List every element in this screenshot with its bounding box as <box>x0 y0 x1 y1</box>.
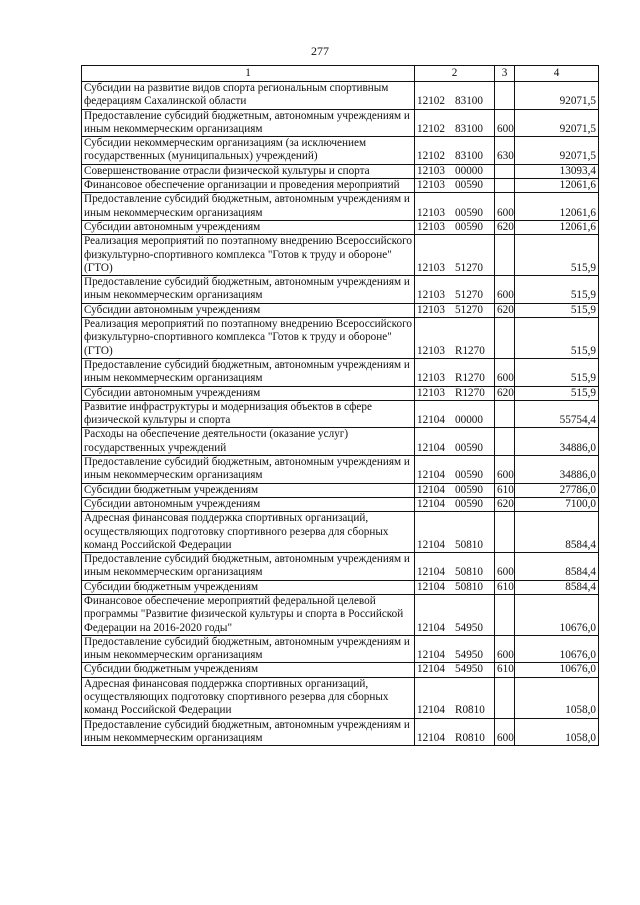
column-header-name: 1 <box>82 66 415 82</box>
row-sum-cell: 515,9 <box>515 386 599 400</box>
code-part-1: 12104 <box>417 469 445 482</box>
row-name-cell: Предоставление субсидий бюджетным, автономным учреждениям и иным некоммерческим организациям <box>82 358 415 386</box>
code-part-1: 12102 <box>417 95 445 108</box>
code-part-1: 12104 <box>417 649 445 662</box>
row-code-cell <box>415 428 495 456</box>
row-name-cell: Субсидии бюджетным учреждениям <box>82 483 415 497</box>
row-name-cell: Предоставление субсидий бюджетным, автономным учреждениям и иным некоммерческим организациям <box>82 193 415 221</box>
code-part-2: 00000 <box>455 414 483 427</box>
table-row <box>82 137 599 165</box>
row-code-cell <box>415 400 495 428</box>
row-expense-type-cell <box>495 594 515 635</box>
row-code-cell <box>415 497 495 511</box>
row-name-cell: Предоставление субсидий бюджетным, автономным учреждениям и иным некоммерческим организациям <box>82 456 415 484</box>
table-row <box>82 164 599 178</box>
row-name-cell: Адресная финансовая поддержка спортивных организаций, осуществляющих подготовку спортивного резерва для сборных команд Российской Федерации <box>82 677 415 718</box>
row-sum-cell: 10676,0 <box>515 635 599 663</box>
row-sum-cell: 8584,4 <box>515 580 599 594</box>
code-part-2: R0810 <box>455 731 485 744</box>
page-number: 277 <box>311 44 329 58</box>
table-header-row <box>82 66 599 82</box>
code-part-1: 12103 <box>417 206 445 219</box>
row-code-cell <box>415 318 495 359</box>
code-part-1: 12104 <box>417 414 445 427</box>
row-name-cell: Предоставление субсидий бюджетным, автономным учреждениям и иным некоммерческим организациям <box>82 553 415 581</box>
table-row <box>82 497 599 511</box>
row-code-cell <box>415 594 495 635</box>
row-expense-type-cell: 600 <box>495 193 515 221</box>
code-part-2: 54950 <box>455 621 483 634</box>
row-expense-type-cell <box>495 82 515 110</box>
code-part-1: 12103 <box>417 372 445 385</box>
row-expense-type-cell <box>495 235 515 276</box>
row-code-cell <box>415 303 495 317</box>
row-code-cell <box>415 635 495 663</box>
row-name-cell: Финансовое обеспечение мероприятий федеральной целевой программы "Развитие физической культуры и спорта в Российской Федерации на 2016-2020 годы" <box>82 594 415 635</box>
code-part-1: 12104 <box>417 497 445 510</box>
code-part-1: 12103 <box>417 386 445 399</box>
row-expense-type-cell: 600 <box>495 635 515 663</box>
row-sum-cell: 10676,0 <box>515 663 599 677</box>
row-name-cell: Субсидии автономным учреждениям <box>82 497 415 511</box>
row-expense-type-cell: 600 <box>495 456 515 484</box>
table-row <box>82 456 599 484</box>
row-sum-cell: 92071,5 <box>515 82 599 110</box>
table-row <box>82 663 599 677</box>
row-sum-cell: 12061,6 <box>515 220 599 234</box>
row-expense-type-cell: 600 <box>495 553 515 581</box>
row-name-cell: Предоставление субсидий бюджетным, автономным учреждениям и иным некоммерческим организациям <box>82 635 415 663</box>
code-part-1: 12103 <box>417 344 445 357</box>
table-row <box>82 400 599 428</box>
row-name-cell: Реализация мероприятий по поэтапному внедрению Всероссийского физкультурно-спортивного комплекса "Готов к труду и обороне" (ГТО) <box>82 235 415 276</box>
column-header-sum: 4 <box>515 66 599 82</box>
row-name-cell: Субсидии автономным учреждениям <box>82 386 415 400</box>
code-part-2: 51270 <box>455 289 483 302</box>
row-code-cell <box>415 677 495 718</box>
table-row <box>82 483 599 497</box>
row-code-cell <box>415 220 495 234</box>
table-row <box>82 358 599 386</box>
row-sum-cell: 8584,4 <box>515 553 599 581</box>
row-expense-type-cell: 620 <box>495 303 515 317</box>
row-name-cell: Предоставление субсидий бюджетным, автономным учреждениям и иным некоммерческим организациям <box>82 276 415 304</box>
row-code-cell <box>415 193 495 221</box>
table-row <box>82 580 599 594</box>
code-part-1: 12103 <box>417 303 445 316</box>
row-sum-cell: 515,9 <box>515 303 599 317</box>
row-name-cell: Предоставление субсидий бюджетным, автономным учреждениям и иным некоммерческим организациям <box>82 109 415 137</box>
row-name-cell: Адресная финансовая поддержка спортивных организаций, осуществляющих подготовку спортивного резерва для сборных команд Российской Федерации <box>82 512 415 553</box>
code-part-1: 12104 <box>417 538 445 551</box>
code-part-1: 12103 <box>417 261 445 274</box>
row-name-cell: Субсидии автономным учреждениям <box>82 220 415 234</box>
row-sum-cell: 92071,5 <box>515 109 599 137</box>
code-part-1: 12104 <box>417 580 445 593</box>
row-expense-type-cell: 630 <box>495 137 515 165</box>
row-sum-cell: 34886,0 <box>515 428 599 456</box>
code-part-2: 00590 <box>455 220 483 233</box>
row-code-cell <box>415 137 495 165</box>
table-row <box>82 303 599 317</box>
code-part-2: 51270 <box>455 261 483 274</box>
row-name-cell: Предоставление субсидий бюджетным, автономным учреждениям и иным некоммерческим организациям <box>82 718 415 746</box>
row-expense-type-cell <box>495 164 515 178</box>
code-part-2: R0810 <box>455 704 485 717</box>
table-row <box>82 220 599 234</box>
row-expense-type-cell <box>495 179 515 193</box>
row-expense-type-cell: 610 <box>495 483 515 497</box>
row-sum-cell: 515,9 <box>515 358 599 386</box>
code-part-2: 83100 <box>455 150 483 163</box>
code-part-2: R1270 <box>455 386 485 399</box>
row-expense-type-cell: 620 <box>495 220 515 234</box>
budget-table <box>81 65 599 746</box>
code-part-1: 12103 <box>417 164 445 177</box>
row-code-cell <box>415 512 495 553</box>
row-sum-cell: 515,9 <box>515 318 599 359</box>
code-part-1: 12102 <box>417 150 445 163</box>
code-part-2: 00590 <box>455 497 483 510</box>
row-sum-cell: 8584,4 <box>515 512 599 553</box>
row-sum-cell: 13093,4 <box>515 164 599 178</box>
row-code-cell <box>415 580 495 594</box>
row-sum-cell: 34886,0 <box>515 456 599 484</box>
code-part-2: 50810 <box>455 538 483 551</box>
row-sum-cell: 1058,0 <box>515 718 599 746</box>
row-expense-type-cell: 620 <box>495 497 515 511</box>
row-code-cell <box>415 718 495 746</box>
row-code-cell <box>415 358 495 386</box>
row-name-cell: Субсидии некоммерческим организациям (за исключением государственных (муниципальных) учреждений) <box>82 137 415 165</box>
code-part-1: 12104 <box>417 663 445 676</box>
row-expense-type-cell <box>495 400 515 428</box>
row-name-cell: Реализация мероприятий по поэтапному внедрению Всероссийского физкультурно-спортивного комплекса "Готов к труду и обороне" (ГТО) <box>82 318 415 359</box>
code-part-2: 50810 <box>455 566 483 579</box>
code-part-1: 12104 <box>417 704 445 717</box>
code-part-2: 83100 <box>455 122 483 135</box>
row-code-cell <box>415 276 495 304</box>
row-expense-type-cell: 610 <box>495 663 515 677</box>
row-expense-type-cell: 610 <box>495 580 515 594</box>
table-row <box>82 428 599 456</box>
code-part-2: 00590 <box>455 469 483 482</box>
table-body <box>82 82 599 746</box>
column-header-code: 2 <box>415 66 495 82</box>
row-sum-cell: 12061,6 <box>515 179 599 193</box>
code-part-1: 12102 <box>417 122 445 135</box>
row-expense-type-cell: 600 <box>495 358 515 386</box>
row-sum-cell: 12061,6 <box>515 193 599 221</box>
table-row <box>82 193 599 221</box>
table-row <box>82 179 599 193</box>
code-part-2: R1270 <box>455 372 485 385</box>
table-row <box>82 109 599 137</box>
code-part-2: R1270 <box>455 344 485 357</box>
row-expense-type-cell <box>495 428 515 456</box>
row-name-cell: Расходы на обеспечение деятельности (оказание услуг) государственных учреждений <box>82 428 415 456</box>
code-part-1: 12104 <box>417 483 445 496</box>
row-sum-cell: 27786,0 <box>515 483 599 497</box>
code-part-1: 12104 <box>417 731 445 744</box>
row-code-cell <box>415 386 495 400</box>
code-part-1: 12104 <box>417 621 445 634</box>
code-part-2: 54950 <box>455 649 483 662</box>
row-name-cell: Субсидии бюджетным учреждениям <box>82 663 415 677</box>
code-part-2: 00590 <box>455 179 483 192</box>
code-part-2: 50810 <box>455 580 483 593</box>
row-code-cell <box>415 456 495 484</box>
row-code-cell <box>415 164 495 178</box>
row-code-cell <box>415 235 495 276</box>
row-sum-cell: 92071,5 <box>515 137 599 165</box>
row-expense-type-cell <box>495 677 515 718</box>
column-header-expense-type: 3 <box>495 66 515 82</box>
row-sum-cell: 1058,0 <box>515 677 599 718</box>
code-part-1: 12103 <box>417 289 445 302</box>
table-row <box>82 594 599 635</box>
row-sum-cell: 515,9 <box>515 235 599 276</box>
row-name-cell: Субсидии бюджетным учреждениям <box>82 580 415 594</box>
row-name-cell: Субсидии на развитие видов спорта региональным спортивным федерациям Сахалинской области <box>82 82 415 110</box>
code-part-1: 12104 <box>417 566 445 579</box>
row-name-cell: Субсидии автономным учреждениям <box>82 303 415 317</box>
row-code-cell <box>415 179 495 193</box>
code-part-2: 00590 <box>455 441 483 454</box>
code-part-2: 51270 <box>455 303 483 316</box>
code-part-2: 00000 <box>455 164 483 177</box>
code-part-1: 12104 <box>417 441 445 454</box>
table-row <box>82 635 599 663</box>
code-part-1: 12103 <box>417 179 445 192</box>
table-row <box>82 82 599 110</box>
row-expense-type-cell: 600 <box>495 276 515 304</box>
code-part-2: 83100 <box>455 95 483 108</box>
row-name-cell: Совершенствование отрасли физической культуры и спорта <box>82 164 415 178</box>
code-part-2: 00590 <box>455 206 483 219</box>
row-expense-type-cell: 600 <box>495 109 515 137</box>
table-row <box>82 386 599 400</box>
row-code-cell <box>415 82 495 110</box>
row-sum-cell: 7100,0 <box>515 497 599 511</box>
row-expense-type-cell <box>495 318 515 359</box>
table-row <box>82 235 599 276</box>
table-row <box>82 677 599 718</box>
table-row <box>82 718 599 746</box>
row-code-cell <box>415 663 495 677</box>
code-part-1: 12103 <box>417 220 445 233</box>
row-sum-cell: 55754,4 <box>515 400 599 428</box>
table-row <box>82 512 599 553</box>
table-row <box>82 276 599 304</box>
row-sum-cell: 515,9 <box>515 276 599 304</box>
code-part-2: 54950 <box>455 663 483 676</box>
row-name-cell: Развитие инфраструктуры и модернизация объектов в сфере физической культуры и спорта <box>82 400 415 428</box>
row-expense-type-cell: 620 <box>495 386 515 400</box>
code-part-2: 00590 <box>455 483 483 496</box>
row-expense-type-cell: 600 <box>495 718 515 746</box>
row-name-cell: Финансовое обеспечение организации и проведения мероприятий <box>82 179 415 193</box>
row-code-cell <box>415 553 495 581</box>
row-code-cell <box>415 483 495 497</box>
table-row <box>82 318 599 359</box>
row-code-cell <box>415 109 495 137</box>
row-expense-type-cell <box>495 512 515 553</box>
table-row <box>82 553 599 581</box>
row-sum-cell: 10676,0 <box>515 594 599 635</box>
